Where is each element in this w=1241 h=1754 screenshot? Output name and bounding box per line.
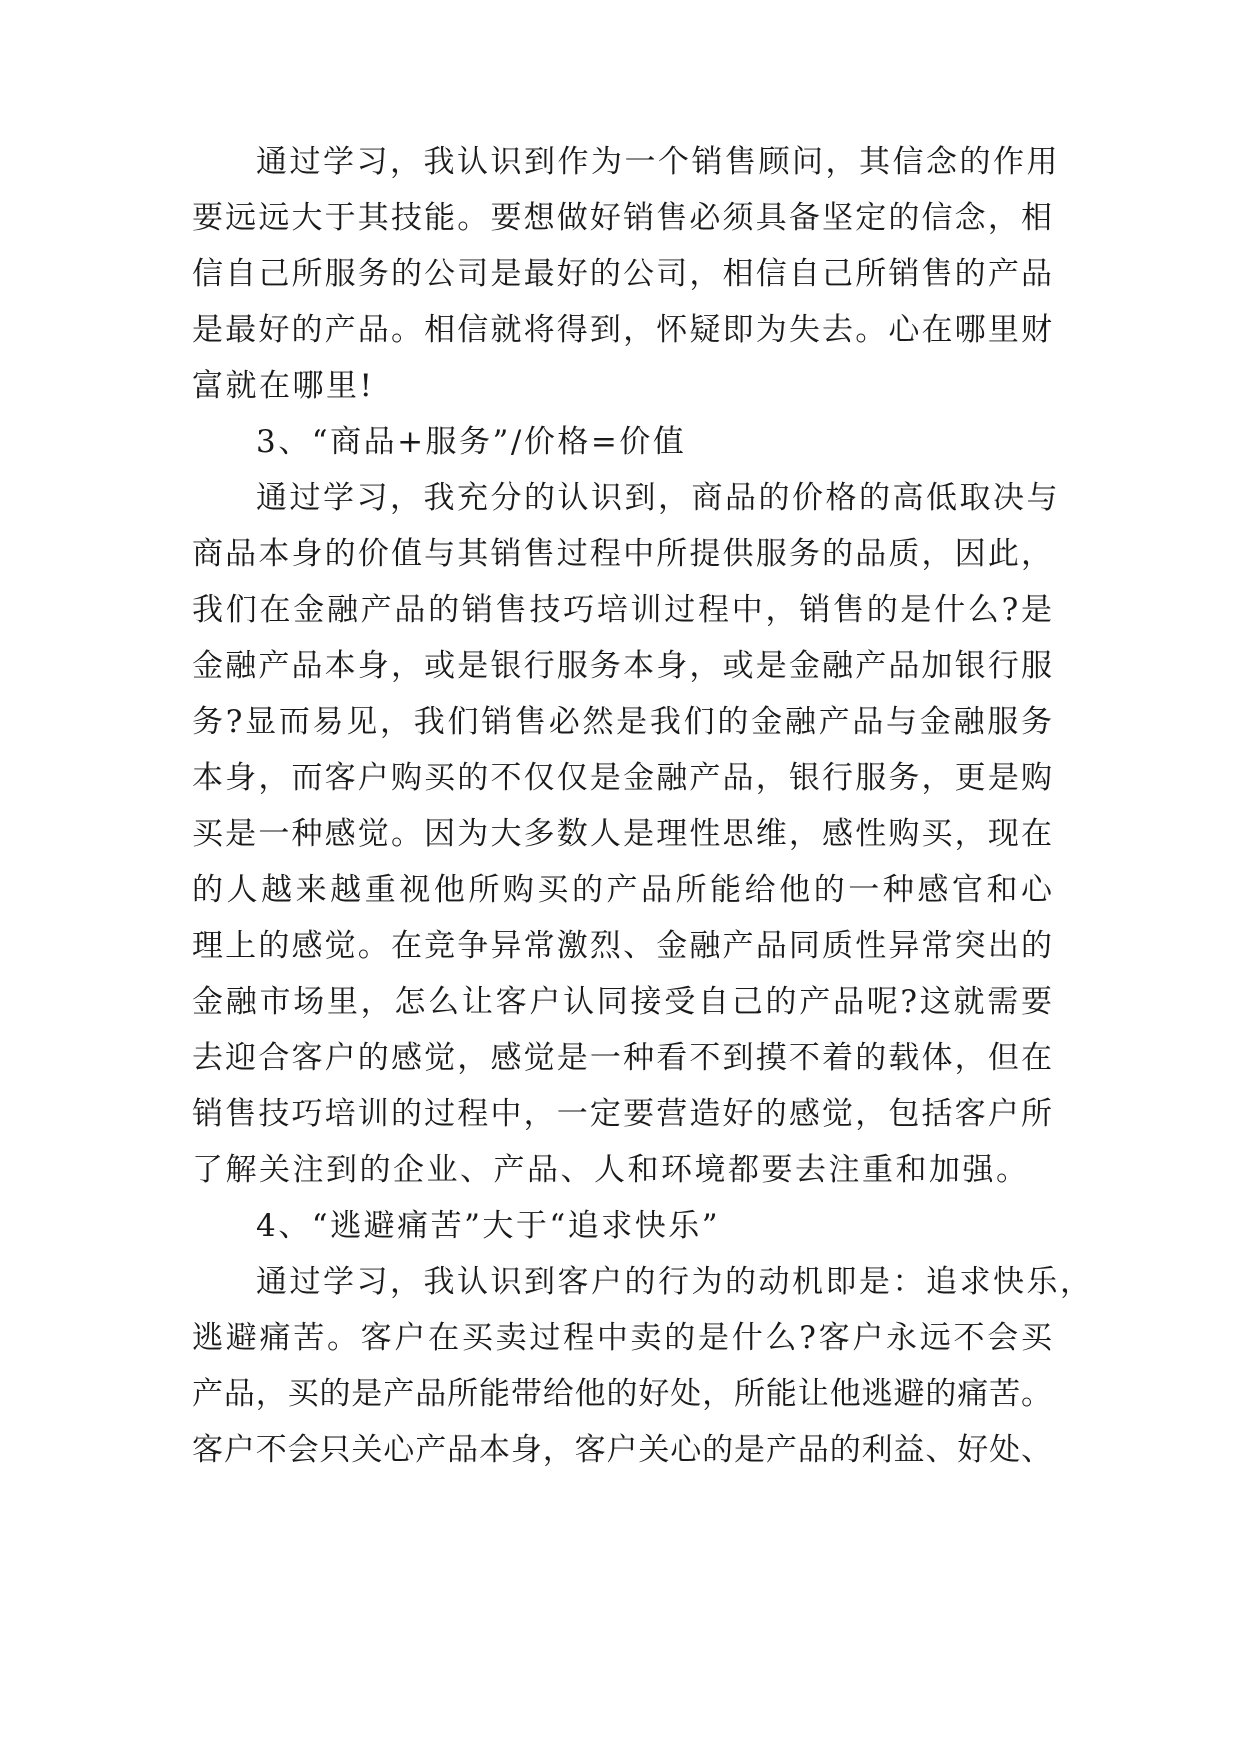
paragraph-line: 的人越来越重视他所购买的产品所能给他的一种感官和心 [192,872,1052,908]
paragraph-line: 销售技巧培训的过程中，一定要营造好的感觉，包括客户所 [192,1096,1052,1132]
paragraph-line: 产品，买的是产品所能带给他的好处，所能让他逃避的痛苦。 [192,1376,1052,1412]
paragraph-line: 通过学习，我认识到作为一个销售顾问，其信念的作用 [256,144,1060,180]
paragraph-line: 是最好的产品。相信就将得到，怀疑即为失去。心在哪里财 [192,312,1052,348]
paragraph-line: 金融产品本身，或是银行服务本身，或是金融产品加银行服 [192,648,1052,684]
paragraph-line: 务?显而易见，我们销售必然是我们的金融产品与金融服务 [192,704,1052,740]
paragraph-line: 去迎合客户的感觉，感觉是一种看不到摸不着的载体，但在 [192,1040,1052,1076]
paragraph-line: 要远远大于其技能。要想做好销售必须具备坚定的信念，相 [192,200,1052,236]
paragraph-line: 了解关注到的企业、产品、人和环境都要去注重和加强。 [192,1152,1030,1188]
section-heading: 4、“逃避痛苦”大于“追求快乐” [256,1208,721,1244]
paragraph-line: 理上的感觉。在竞争异常激烈、金融产品同质性异常突出的 [192,928,1052,964]
section-heading: 3、“商品+服务”/价格=价值 [256,424,687,460]
paragraph-line: 逃避痛苦。客户在买卖过程中卖的是什么?客户永远不会买 [192,1320,1052,1356]
paragraph-line: 信自己所服务的公司是最好的公司，相信自己所销售的产品 [192,256,1052,292]
paragraph-line: 通过学习，我充分的认识到，商品的价格的高低取决与 [256,480,1060,516]
paragraph-line: 买是一种感觉。因为大多数人是理性思维，感性购买，现在 [192,816,1052,852]
paragraph-line: 我们在金融产品的销售技巧培训过程中，销售的是什么?是 [192,592,1052,628]
paragraph-line: 本身，而客户购买的不仅仅是金融产品，银行服务，更是购 [192,760,1052,796]
paragraph-line: 通过学习，我认识到客户的行为的动机即是：追求快乐， [256,1264,1094,1300]
paragraph-line: 金融市场里，怎么让客户认同接受自己的产品呢?这就需要 [192,984,1052,1020]
paragraph-line: 富就在哪里! [192,368,375,404]
paragraph-line: 客户不会只关心产品本身，客户关心的是产品的利益、好处、 [192,1432,1052,1468]
paragraph-line: 商品本身的价值与其销售过程中所提供服务的品质，因此， [192,536,1052,572]
